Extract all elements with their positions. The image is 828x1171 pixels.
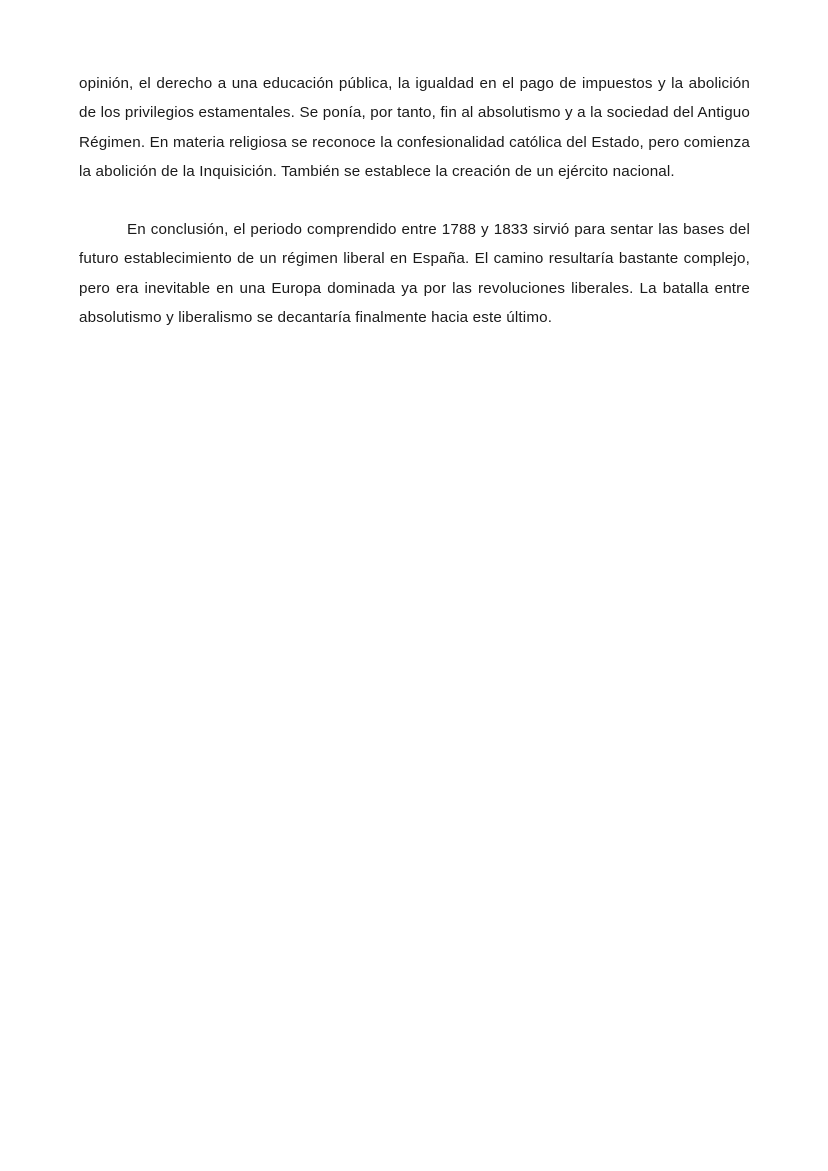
body-paragraph: opinión, el derecho a una educación pública, la igualdad en el pago de impuestos y la abolición de los privilegios estamentales. Se ponía, por tanto, fin al absolutismo y a la sociedad del Antiguo Régimen. En materia religiosa se reconoce la confesionalidad católica del Estado, pero comienza la abolición de la Inquisición. También se establece la creación de un ejército nacional. [79,75,750,180]
paragraph-spacer [79,186,750,215]
document-body [79,69,750,332]
body-paragraph-conclusion: En conclusión, el periodo comprendido entre 1788 y 1833 sirvió para sentar las bases del futuro establecimiento de un régimen liberal en España. El camino resultaría bastante complejo, pero era inevitable en una Europa dominada ya por las revoluciones liberales. La batalla entre absolutismo y liberalismo se decantaría finalmente hacia este último. [79,221,750,327]
